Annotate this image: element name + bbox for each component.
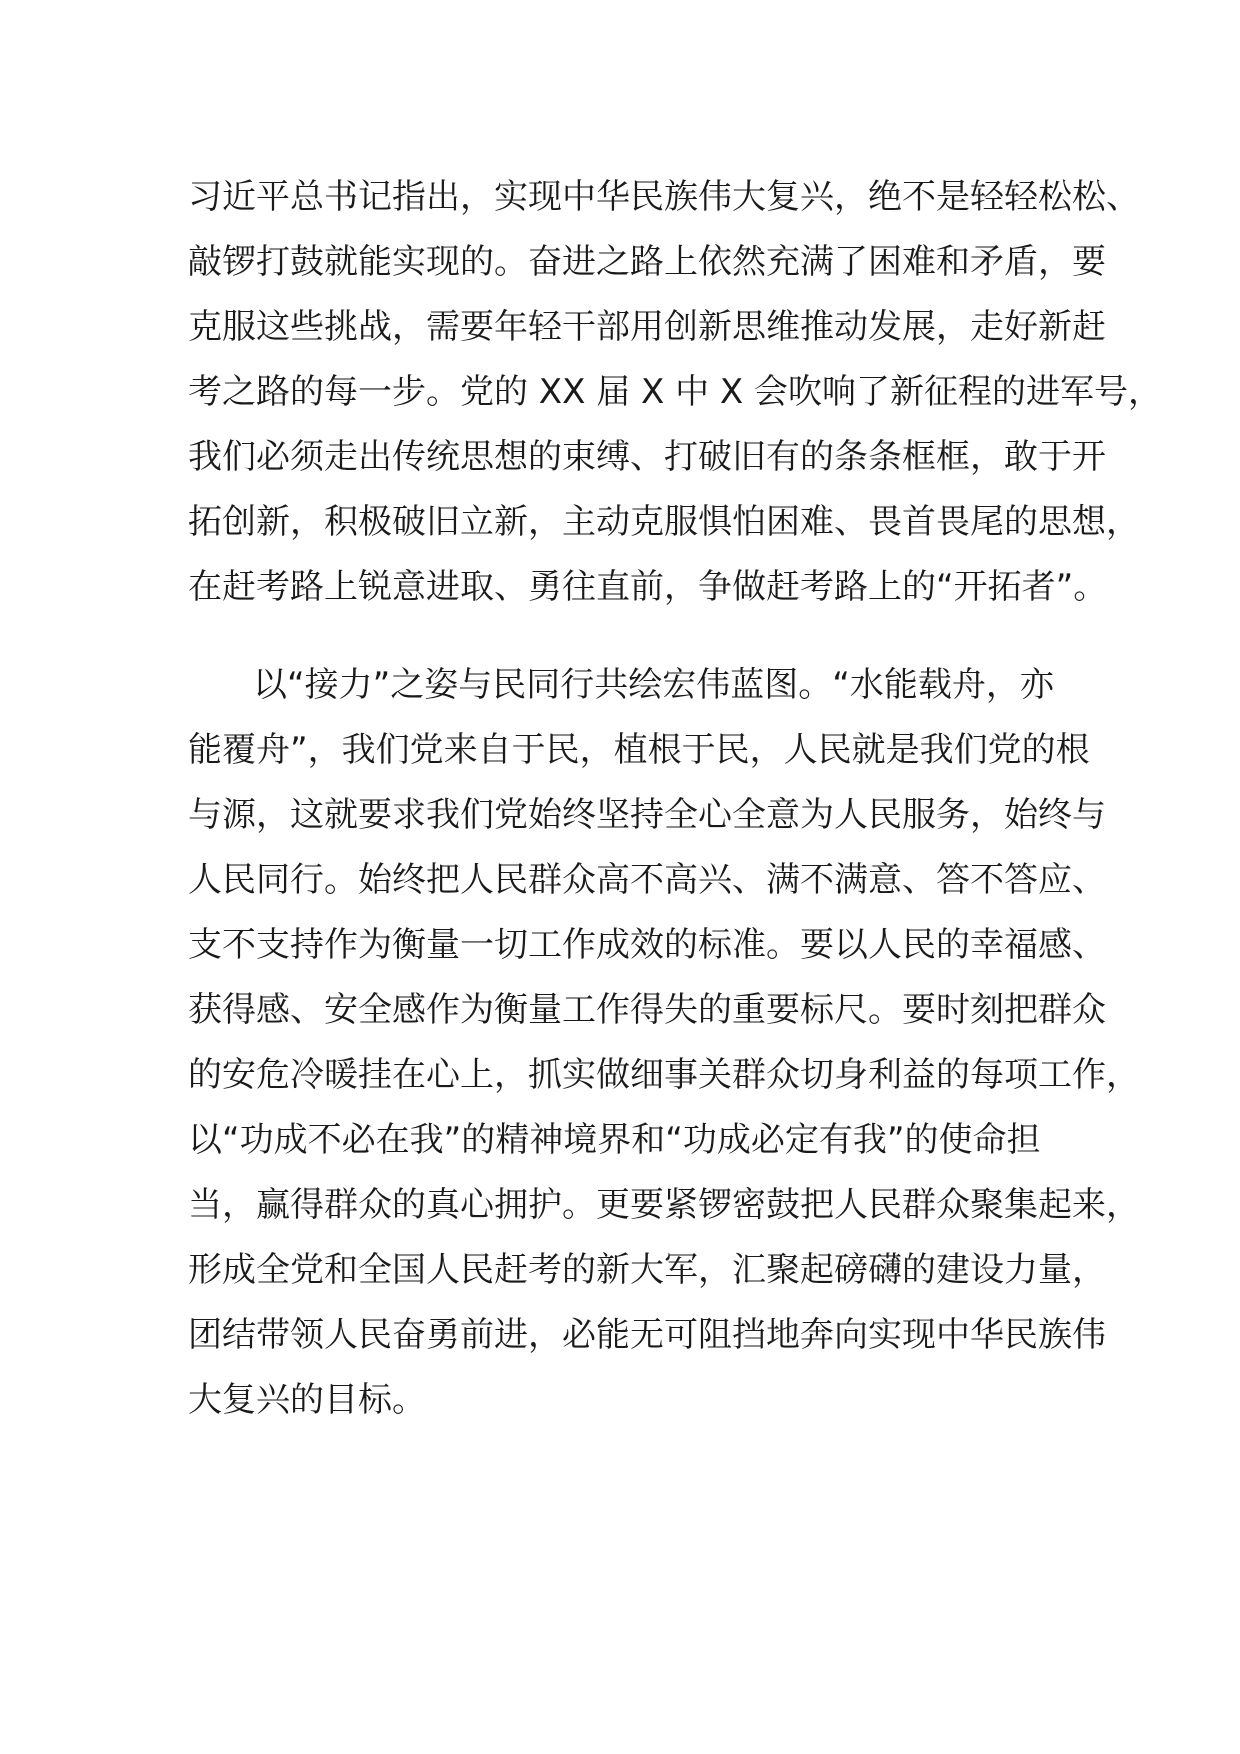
paragraph-line: 能覆舟”，我们党来自于民，植根于民，人民就是我们党的根 (188, 730, 1090, 770)
paragraph-line: 拓创新，积极破旧立新，主动克服惧怕困难、畏首畏尾的思想， (188, 502, 1140, 542)
paragraph-line: 敲锣打鼓就能实现的。奋进之路上依然充满了困难和矛盾，要 (188, 242, 1106, 282)
paragraph-line: 支不支持作为衡量一切工作成效的标准。要以人民的幸福感、 (188, 925, 1106, 965)
paragraph-line: 当，赢得群众的真心拥护。更要紧锣密鼓把人民群众聚集起来， (188, 1185, 1140, 1225)
paragraph-line: 形成全党和全国人民赶考的新大军，汇聚起磅礴的建设力量， (188, 1250, 1106, 1290)
paragraph-line: 团结带领人民奋勇前进，必能无可阻挡地奔向实现中华民族伟 (188, 1315, 1106, 1355)
paragraph-line: 人民同行。始终把人民群众高不高兴、满不满意、答不答应、 (188, 860, 1106, 900)
paragraph-1 (188, 165, 1163, 620)
paragraph-line: 与源，这就要求我们党始终坚持全心全意为人民服务，始终与 (188, 795, 1106, 835)
paragraph-line: 我们必须走出传统思想的束缚、打破旧有的条条框框，敢于开 (188, 437, 1106, 477)
paragraph-line: 在赶考路上锐意进取、勇往直前，争做赶考路上的“开拓者”。 (188, 567, 1108, 607)
paragraph-line: 大复兴的目标。 (188, 1380, 426, 1420)
paragraph-line: 的安危冷暖挂在心上，抓实做细事关群众切身利益的每项工作， (188, 1055, 1140, 1095)
paragraph-line: 以“接力”之姿与民同行共绘宏伟蓝图。“水能载舟，亦 (253, 665, 1054, 705)
paragraph-line: 习近平总书记指出，实现中华民族伟大复兴，绝不是轻轻松松、 (188, 177, 1140, 217)
paragraph-2 (188, 653, 1140, 1433)
paragraph-line: 以“功成不必在我”的精神境界和“功成必定有我”的使命担 (188, 1120, 1041, 1160)
paragraph-line: 克服这些挑战，需要年轻干部用创新思维推动发展，走好新赶 (188, 307, 1106, 347)
paragraph-line: 考之路的每一步。党的 XX 届 X 中 X 会吹响了新征程的进军号， (188, 372, 1163, 412)
paragraph-line: 获得感、安全感作为衡量工作得失的重要标尺。要时刻把群众 (188, 990, 1106, 1030)
